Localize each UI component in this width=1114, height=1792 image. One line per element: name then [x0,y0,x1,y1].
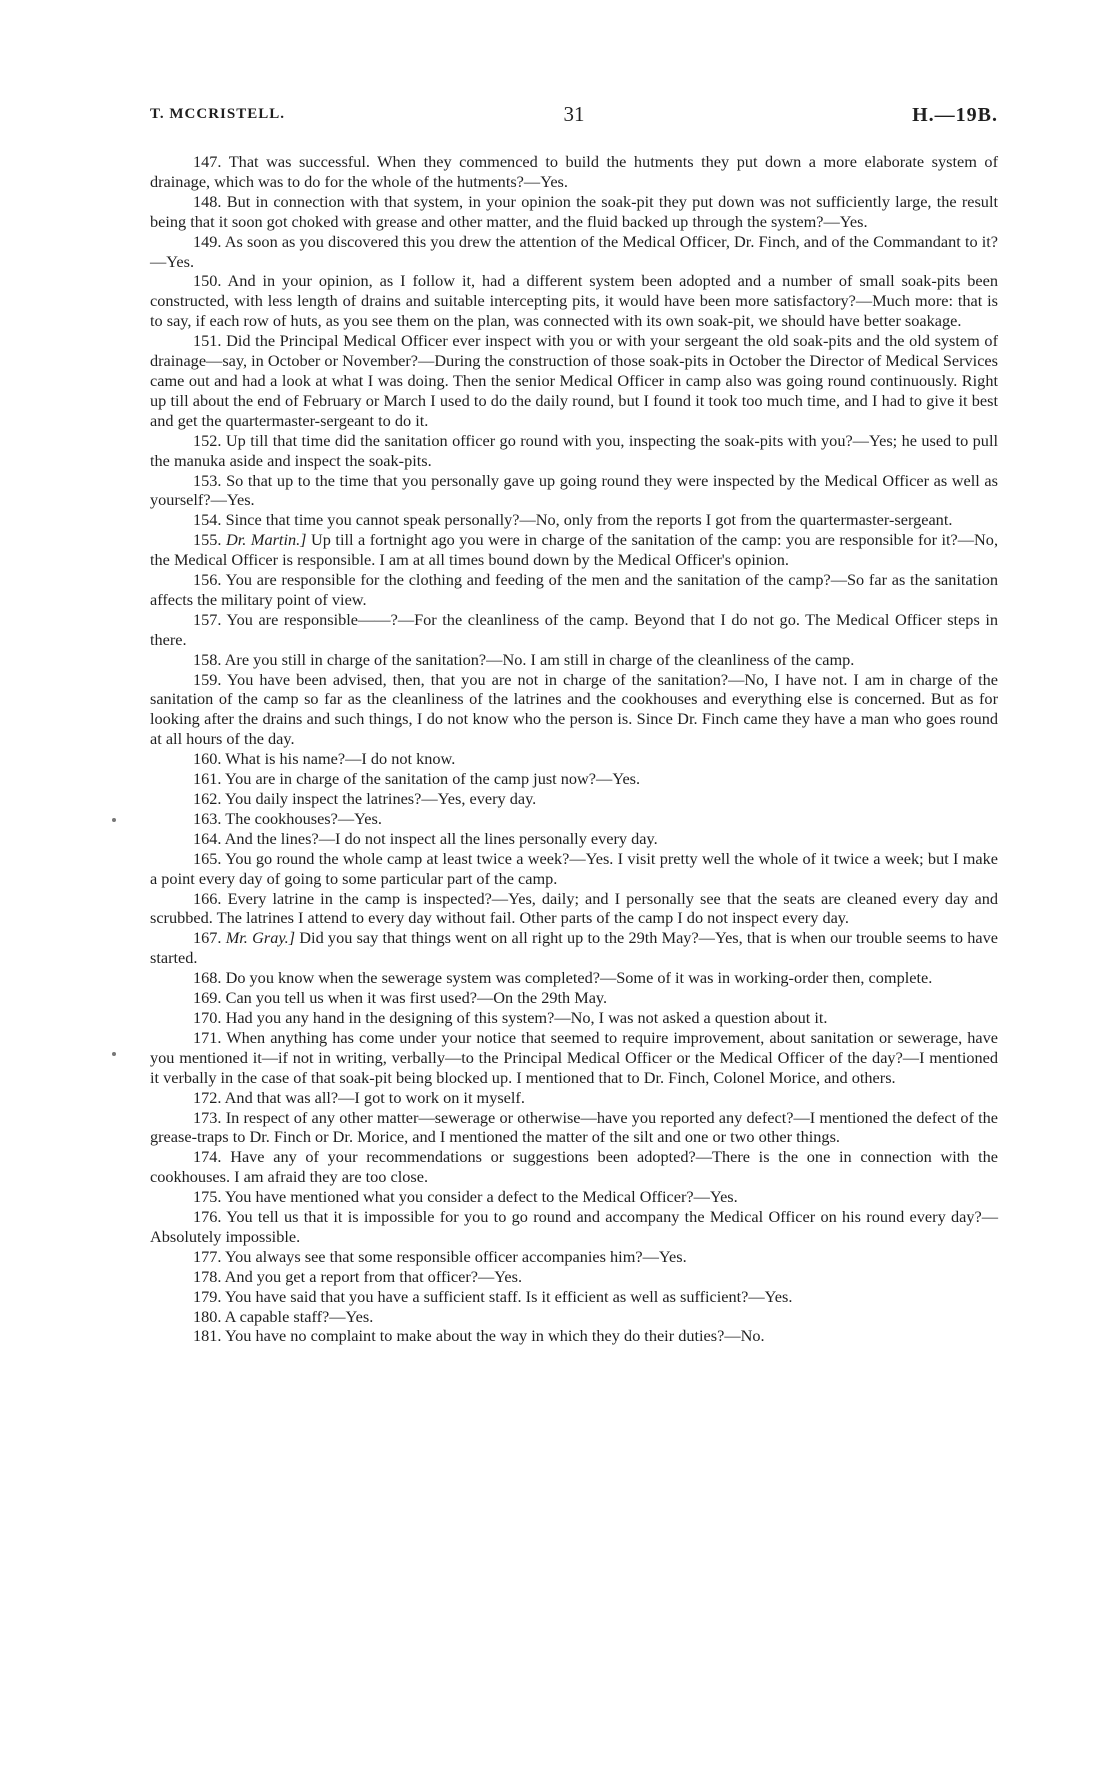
question-answer-paragraph [150,1326,998,1346]
question-number: 173. [193,1107,222,1127]
question-answer-paragraph [150,749,998,769]
question-number: 165. [193,848,222,868]
question-answer-paragraph [150,570,998,610]
question-number: 166. [193,888,222,908]
question-answer-text: Can you tell us when it was first used?—On the 29th May. [225,988,608,1008]
question-number: 149. [193,231,222,251]
question-answer-paragraph [150,769,998,789]
question-answer-paragraph [150,968,998,988]
document-reference: H.—19B. [912,104,998,126]
question-answer-text: And in your opinion, as I follow it, had a different system been adopted and a number of small soak-pits been constructed, with less length of drains and suitable intercepting pits, it would have been more satisfactory?—Much more: that is to say, if each row of huts, as you see them on the plan, was connected with its own soak-pit, we should have better soakage. [150,271,999,331]
question-answer-paragraph [150,1187,998,1207]
question-answer-text: As soon as you discovered this you drew the attention of the Medical Officer, Dr. Finch, and of the Commandant to it?—Yes. [150,231,999,271]
page-header [150,102,998,132]
question-number: 171. [193,1027,222,1047]
question-number: 175. [193,1187,222,1207]
question-number: 154. [193,510,222,530]
question-answer-paragraph [150,192,998,232]
question-answer-text: You have been advised, then, that you are not in charge of the sanitation?—No, I have not. I am in charge of the sanitation of the camp so far as the cleanliness of the latrines and the cookhouses and everything else is concerned. But as for looking after the drains and such things, I do not know who the person is. Since Dr. Finch came they have a man who goes round at all hours of the day. [150,669,998,749]
question-number: 150. [193,271,222,291]
question-number: 151. [193,331,222,351]
question-answer-paragraph [150,988,998,1008]
question-answer-text: Did the Principal Medical Officer ever inspect with you or with your sergeant the old soak-pits and the old system of drainage—say, in October or November?—During the construction of those soak-pits in October the Director of Medical Services came out and had a look at what I was doing. Then the senior Medical Officer in camp also was going round continuously. Right up till about the end of February or March I used to do the daily round, but I found it took too much time, and I had to give it best and get the quartermaster-sergeant to do it. [150,331,998,430]
question-answer-paragraph [150,650,998,670]
question-answer-text: You are in charge of the sanitation of the camp just now?—Yes. [224,769,641,789]
question-answer-text: Have any of your recommendations or suggestions been adopted?—There is the one in connection with the cookhouses. I am afraid they are too close. [150,1147,998,1187]
question-answer-paragraph [150,471,998,511]
question-answer-paragraph [150,789,998,809]
question-answer-text: Did you say that things went on all right up to the 29th May?—Yes, that is when our trouble seems to have started. [150,928,998,968]
question-answer-paragraph [150,1207,998,1247]
question-answer-text: When anything has come under your notice that seemed to require improvement, about sanitation or sewerage, have you mentioned it—if not in writing, verbally—to the Principal Medical Officer or the Medical Officer of the day?—I mentioned it verbally in the case of that soak-pit being blocked up. I mentioned that to Dr. Finch, Colonel Morice, and others. [150,1027,998,1087]
question-answer-text: You tell us that it is impossible for you to go round and accompany the Medical Officer on his round every day?—Absolutely impossible. [150,1207,999,1246]
question-answer-text: Every latrine in the camp is inspected?—Yes, daily; and I personally see that the seats are cleaned every day and scrubbed. The latrines I attend to every day without fail. Other parts of the camp I do not inspect every day. [150,888,999,928]
question-answer-paragraph [150,1267,998,1287]
question-number: 164. [193,828,222,848]
question-answer-text: You have no complaint to make about the way in which they do their duties?—No. [224,1326,765,1346]
question-answer-paragraph [150,510,998,530]
page-number: 31 [563,102,585,126]
question-answer-text: And that was all?—I got to work on it myself. [224,1087,525,1107]
question-answer-paragraph [150,1287,998,1307]
question-answer-paragraph [150,232,998,272]
question-number: 160. [193,749,222,769]
question-answer-text: Had you any hand in the designing of this system?—No, I was not asked a question about it. [225,1007,828,1027]
question-answer-paragraph [150,271,998,331]
question-number: 179. [193,1286,222,1306]
question-answer-text: Do you know when the sewerage system was completed?—Some of it was in working-order then, complete. [225,968,933,988]
question-number: 163. [193,808,222,828]
question-number: 176. [193,1207,222,1227]
question-number: 180. [193,1306,222,1326]
question-number: 155. [193,530,222,550]
question-answer-paragraph [150,610,998,650]
question-answer-text: That was successful. When they commenced to build the hutments they put down a more elaborate system of drainage, which was to do for the whole of the hutments?—Yes. [150,152,998,191]
question-answer-text: So that up to the time that you personally gave up going round they were inspected by the Medical Officer as well as yourself?—Yes. [150,470,998,510]
question-number: 153. [193,470,222,490]
question-answer-paragraph [150,889,998,929]
question-answer-paragraph [150,829,998,849]
question-answer-paragraph [150,849,998,889]
question-answer-text: Up till that time did the sanitation officer go round with you, inspecting the soak-pits with you?—Yes; he used to pull the manuka aside and inspect the soak-pits. [150,430,998,470]
question-number: 169. [193,988,222,1008]
question-answer-paragraph [150,1108,998,1148]
question-number: 156. [193,570,222,590]
question-answer-text: You have mentioned what you consider a defect to the Medical Officer?—Yes. [224,1187,738,1207]
question-number: 172. [193,1087,222,1107]
question-number: 161. [193,769,222,789]
question-answer-paragraph [150,1088,998,1108]
question-answer-text: A capable staff?—Yes. [224,1306,374,1326]
margin-speck [112,1052,116,1056]
question-answer-text: And the lines?—I do not inspect all the lines personally every day. [224,828,658,848]
question-answer-text: You go round the whole camp at least twice a week?—Yes. I visit pretty well the whole of it twice a week; but I make a point every day of going to some particular part of the camp. [150,848,998,888]
speaker-name: Dr. Martin.] [226,530,307,550]
question-answer-text: In respect of any other matter—sewerage or otherwise—have you reported any defect?—I mentioned the defect of the grease-traps to Dr. Finch or Dr. Morice, and I mentioned the matter of the silt and one or two other things. [150,1107,998,1147]
witness-name: T. MCCRISTELL. [150,106,285,122]
question-answer-paragraph [150,1247,998,1267]
question-answer-paragraph [150,1307,998,1327]
question-number: 170. [193,1007,222,1027]
question-answer-text: The cookhouses?—Yes. [225,808,382,828]
question-answer-text: You always see that some responsible officer accompanies him?—Yes. [224,1246,687,1266]
question-number: 162. [193,789,222,808]
question-answer-text: Are you still in charge of the sanitation?—No. I am still in charge of the cleanliness of the camp. [224,649,855,669]
question-answer-paragraph [150,928,998,968]
question-answer-text: But in connection with that system, in your opinion the soak-pit they put down was not sufficiently large, the result being that it soon got choked with grease and other matter, and the fluid backed up through the system?—Yes. [150,191,998,231]
question-answer-text: You daily inspect the latrines?—Yes, every day. [224,789,537,808]
question-answer-text: You have said that you have a sufficient staff. Is it efficient as well as sufficient?—Yes. [224,1286,793,1306]
margin-speck [112,818,116,822]
question-number: 177. [193,1246,222,1266]
question-number: 178. [193,1266,222,1286]
question-answer-paragraph [150,809,998,829]
question-number: 147. [193,152,222,171]
question-number: 158. [193,649,222,669]
testimony-body [150,152,998,1346]
question-answer-paragraph [150,1147,998,1187]
question-number: 168. [193,968,222,988]
question-answer-text: Up till a fortnight ago you were in charge of the sanitation of the camp: you are responsible for it?—No, the Medical Officer is responsible. I am at all times bound down by the Medical Officer's opinion. [150,530,999,570]
question-number: 167. [193,928,222,948]
question-number: 174. [193,1147,222,1167]
question-answer-paragraph [150,1028,998,1088]
question-number: 181. [193,1326,222,1346]
question-answer-paragraph [150,530,998,570]
question-number: 152. [193,430,222,450]
question-number: 148. [193,191,222,211]
question-answer-text: Since that time you cannot speak personally?—No, only from the reports I got from the quartermaster-sergeant. [225,510,953,530]
question-answer-text: And you get a report from that officer?—Yes. [224,1266,523,1286]
question-answer-paragraph [150,331,998,431]
question-answer-text: You are responsible for the clothing and feeding of the men and the sanitation of the camp?—So far as the sanitation affects the military point of view. [150,570,999,609]
speaker-name: Mr. Gray.] [225,928,296,948]
question-answer-paragraph [150,1008,998,1028]
question-answer-text: You are responsible——?—For the cleanliness of the camp. Beyond that I do not go. The Medical Officer steps in there. [150,609,998,649]
question-answer-paragraph [150,431,998,471]
question-answer-paragraph [150,670,998,750]
question-number: 157. [193,609,222,629]
question-answer-paragraph [150,152,998,192]
question-answer-text: What is his name?—I do not know. [225,749,456,769]
question-number: 159. [193,669,222,689]
